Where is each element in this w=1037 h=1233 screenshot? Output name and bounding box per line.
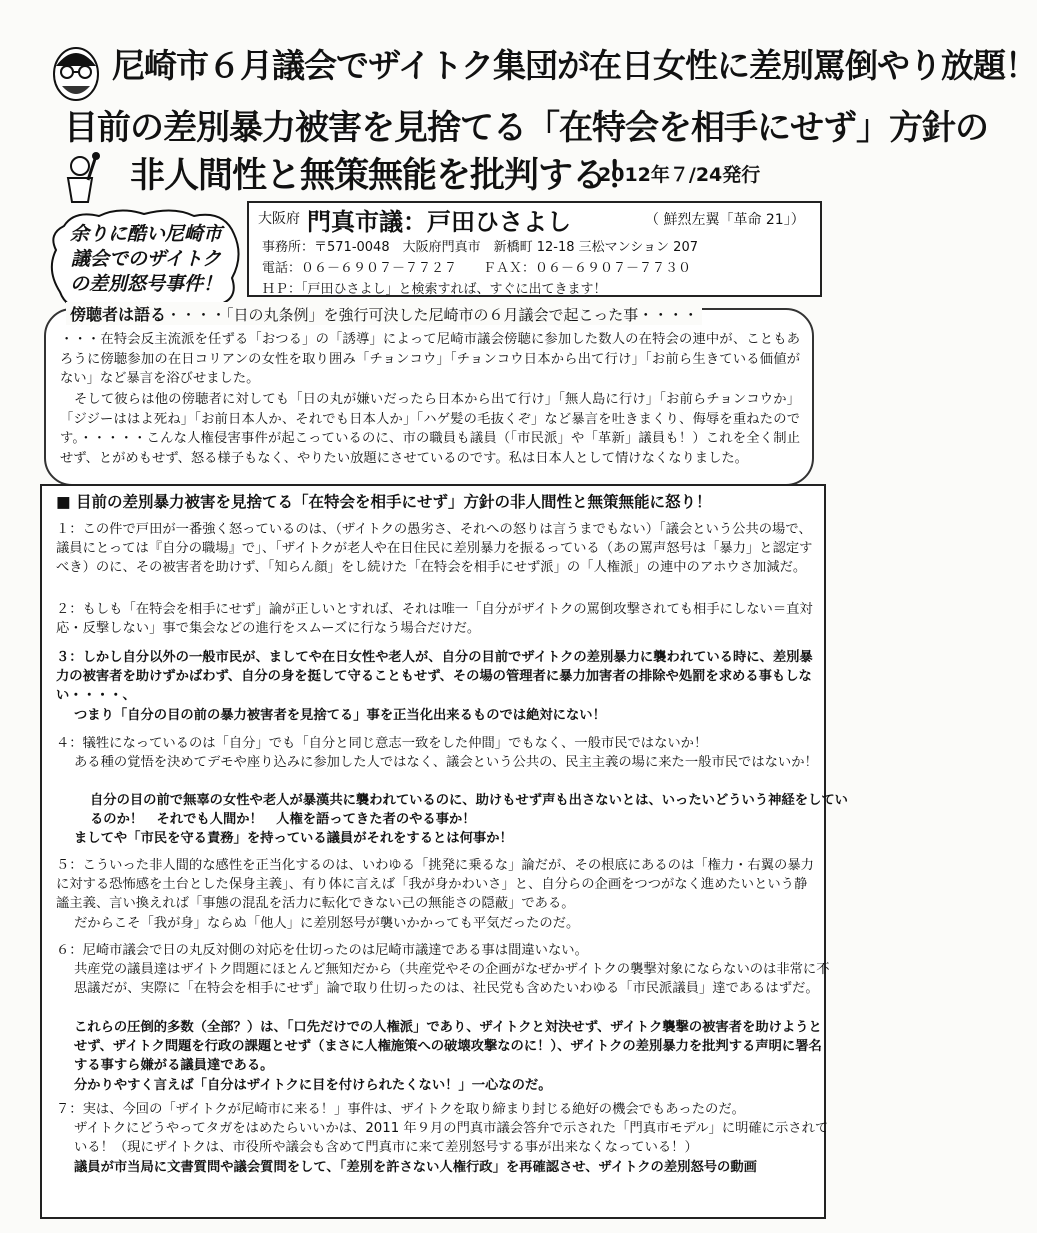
callout-line-1: 余りに酷い尼崎市 — [69, 223, 222, 245]
point-2: ２：もしも「在特会を相手にせず」論が正しいとすれば、それは唯一「自分がザイトクの罵倒攻撃されても相手にしない＝直対応・反撃しない」事で集会などの進行をスムーズに行なう場合だけだ。 — [56, 602, 813, 637]
headline-3: 非人間性と無策無能を批判する！ — [130, 156, 641, 196]
point-6-d: 分かりやすく言えば「自分はザイトクに目を付けられたくない！」一心なのだ。 — [74, 1078, 552, 1093]
point-3: ３：しかし自分以外の一般市民が、ましてや在日女性や老人が、自分の目前でザイトクの差別暴力に襲われている時に、差別暴力の被害者を助けずかばわず、自分の身を挺して守ることもせず、その場の管理者に暴力加害者の排除や処罰を求める事もしない・・・・、 — [56, 650, 813, 704]
callout-line-3: の差別怒号事件！ — [69, 273, 222, 295]
raised-fist-figure-icon — [58, 150, 102, 206]
witness-paragraph-1: ・・・在特会反主流派を任ずる「おつる」の「誘導」によって尼崎市議会傍聴に参加した数人の在特会の連中が、こともあろうに傍聴参加の在日コリアンの女性を取り囲み「チョンコウ」「チョンコウ日本から出て行け」「お前ら生きている価値がない」など暴言を浴びせました。 — [60, 332, 800, 386]
main-section-title: ■ 目前の差別暴力被害を見捨てる「在特会を相手にせず」方針の非人間性と無策無能に怒り！ — [56, 493, 712, 511]
avatar — [48, 42, 104, 104]
party-label: （ 鮮烈左翼「革命 21」） — [645, 212, 805, 228]
callout-text — [52, 222, 240, 297]
point-4: ４：犠牲になっているのは「自分」でも「自分と同じ意志一致をした仲間」でもなく、一般市民ではないか！ — [56, 736, 708, 751]
callout-line-2: 議会でのザイトク — [70, 248, 222, 270]
witness-title-bold: 傍聴者は語る — [70, 305, 167, 324]
witness-title — [66, 302, 702, 325]
point-7: ７：実は、今回の「ザイトクが尼崎市に来る！」事件は、ザイトクを取り締まり封じる絶好の機会でもあったのだ。 — [56, 1102, 745, 1117]
point-4-d: ましてや「市民を守る責務」を持っている議員がそれをするとは何事か！ — [74, 831, 513, 846]
point-6-c: これらの圧倒的多数（全部？）は、「口先だけでの人権派」であり、ザイトクと対決せず、ザイトク襲撃の被害者を助けようとせず、ザイトク問題を行政の課題とせず（まさに人権施策への破壊攻撃なのに！）、ザイトクの差別暴力を批判する声明に署名する事すら嫌がる議員達である。 — [74, 1020, 822, 1074]
point-7-b: ザイトクにどうやってタガをはめたらいいかは、2011 年９月の門真市議会答弁で示された「門真市モデル」に明確に示されている！（現にザイトクは、市役所や議会も含めて門真市に来て差別怒号する事が出来なくなっている！） — [74, 1121, 829, 1156]
council-member-name: 門真市議：戸田ひさよし — [307, 208, 571, 236]
point-6-b: 共産党の議員達はザイトク問題にほとんど無知だから（共産党やその企画がなぜかザイトクの襲撃対象にならないのは非常に不思議だが、実際に「在特会を相手にせず」論で取り仕切ったのは、社民党も含めたいわゆる「市民派議員」達であるはずだ。 — [74, 962, 830, 997]
point-7-c: 議員が市当局に文書質問や議会質問をして、「差別を許さない人権行政」を再確認させ、ザイトクの差別怒号の動画 — [74, 1160, 757, 1175]
point-3-conclusion: つまり「自分の目の前の暴力被害者を見捨てる」事を正当化出来るものでは絶対にない！ — [74, 708, 606, 723]
point-4-c: 自分の目の前で無辜の女性や老人が暴漢共に襲われているのに、助けもせず声も出さないとは、いったいどういう神経をしているのか！ それでも人間か！ 人権を語ってきた者のやる事か！ — [90, 793, 848, 828]
phone-fax: 電話：０６－６９０７－７７２７ ＦＡＸ：０６－６９０７－７７３０ — [262, 261, 692, 276]
witness-title-rest: ・・・・「日の丸条例」を強行可決した尼崎市の６月議会で起こった事・・・・ — [166, 306, 699, 324]
prefecture-label: 大阪府 — [258, 211, 300, 227]
point-5: ５：こういった非人間的な感性を正当化するのは、いわゆる「挑発に乗るな」論だが、その根底にあるのは「権力・右翼の暴力に対する恐怖感を土台とした保身主義」、有り体に言えば「我が身かわいさ」と、自分らの企画をつつがなく進めたいという静謐主義、言い換えれば「事態の混乱を活力に転化できない己の無能さの隠蔽」である。 — [56, 858, 814, 912]
point-1: １：この件で戸田が一番強く怒っているのは、（ザイトクの愚劣さ、それへの怒りは言うまでもない）「議会という公共の場で、議員にとっては『自分の職場』で」、「ザイトクが老人や在日住民に差別暴力を振るっている（あの罵声怒号は「暴力」と認定すべき）のに、その被害者を助けず、「知らん顔」をし続けた「在特会を相手にせず派」の「人権派」の連中のアホウさ加減だ。 — [56, 522, 813, 576]
issue-date: 2012年７/24発行 — [598, 164, 761, 186]
witness-paragraph-2: そして彼らは他の傍聴者に対しても「日の丸が嫌いだったら日本から出て行け」「無人島に行け」「お前らチョンコウか」「ジジーははよ死ね」「お前日本人か、それでも日本人か」「ハゲ髪の毛抜くぞ」など暴言を吐きまくり、侮辱を重ねたのです。・・・・・こんな人権侵害事件が起こっているのに、市の職員も議員（「市民派」や「革新」議員も！）これを全く制止せず、とがめもせず、怒る様子もなく、やりたい放題にさせているのです。私は日本人として情けなくなりました。 — [60, 392, 800, 466]
point-6: ６：尼崎市議会で日の丸反対側の対応を仕切ったのは尼崎市議達である事は間違いない。 — [56, 943, 588, 958]
homepage-hint: ＨＰ：「戸田ひさよし」と検索すれば、すぐに出てきます！ — [262, 282, 607, 297]
point-5-b: だからこそ「我が身」ならぬ「他人」に差別怒号が襲いかかっても平気だったのだ。 — [74, 916, 580, 931]
point-4-b: ある種の覚悟を決めてデモや座り込みに参加した人ではなく、議会という公共の、民主主義の場に来た一般市民ではないか！ — [74, 755, 818, 770]
headline-1: 尼崎市６月議会でザイトク集団が在日女性に差別罵倒やり放題！ — [112, 46, 1037, 85]
office-address: 事務所：〒571-0048 大阪府門真市 新橋町 12-18 三松マンション 207 — [262, 240, 698, 255]
headline-2: 目前の差別暴力被害を見捨てる「在特会を相手にせず」方針の — [64, 108, 988, 148]
